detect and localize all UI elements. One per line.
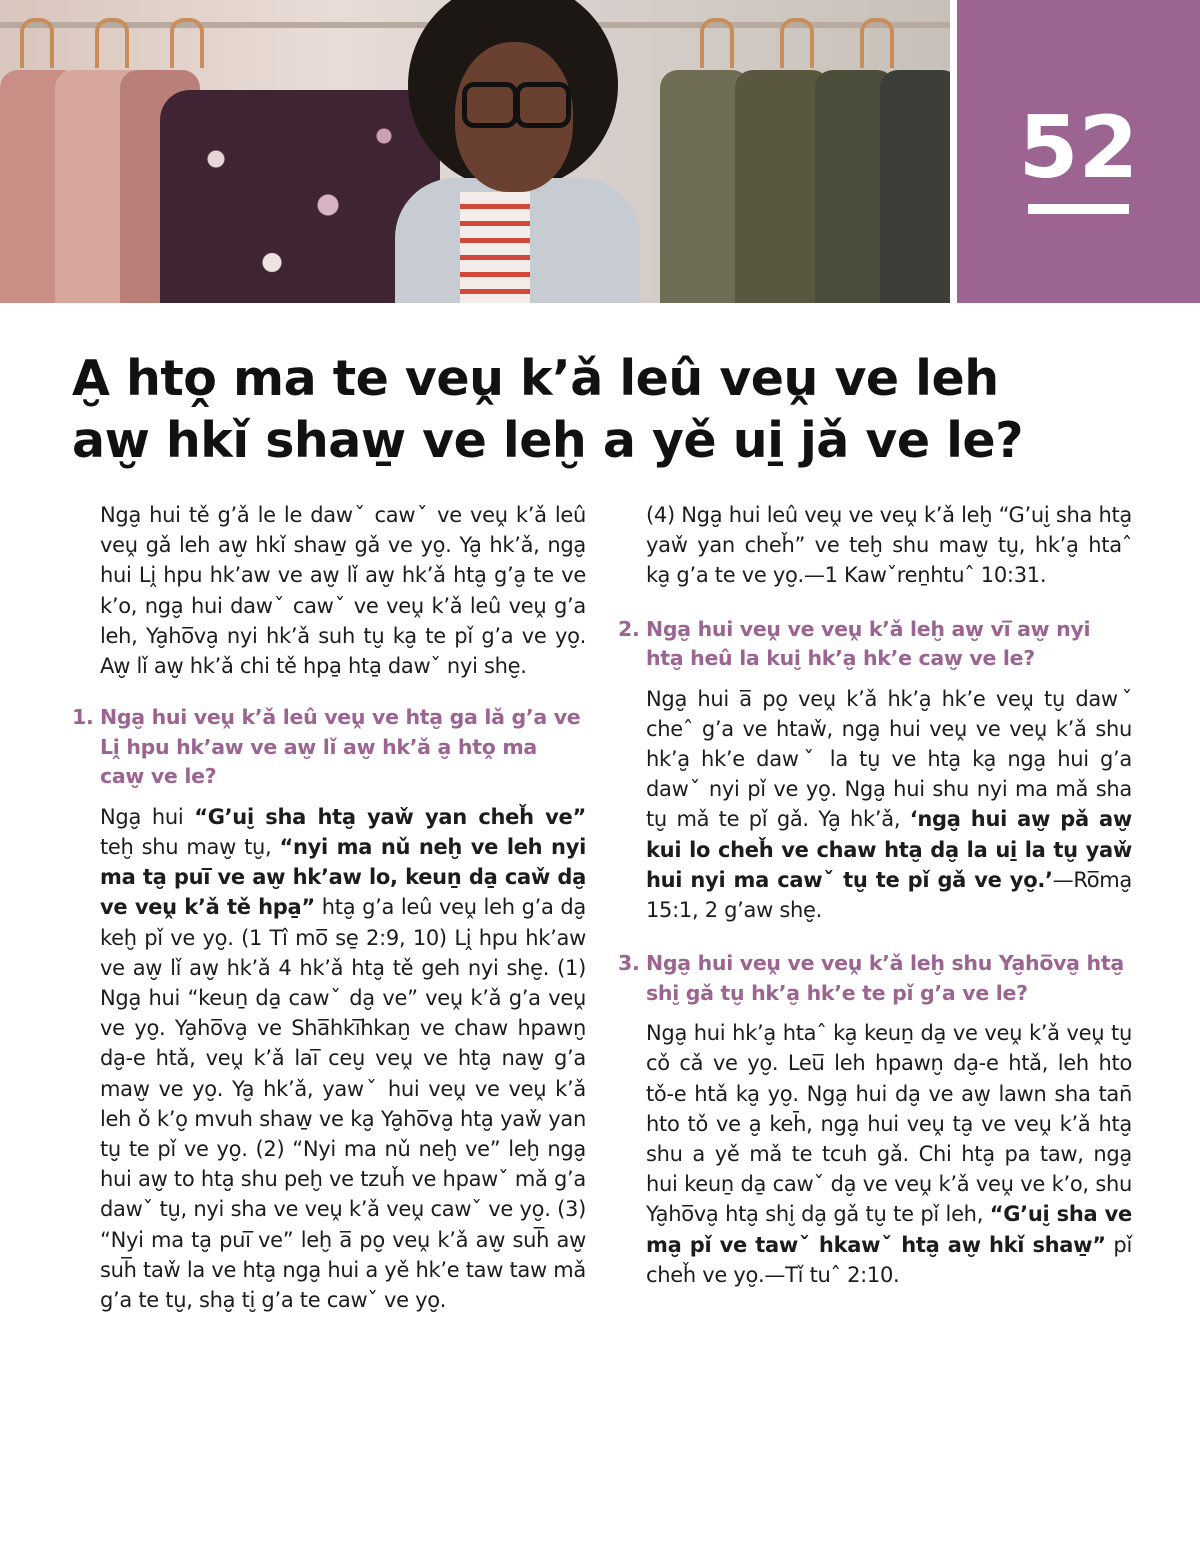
garment: [880, 70, 950, 303]
hanger-hook: [700, 18, 734, 68]
hero-photo: [0, 0, 950, 303]
hanger-hook: [95, 18, 129, 68]
answer-text: hta̮ g’a leû veṷ leh g’a da̮ keḫ pǐ ve yo̮. (1 Tî mo̅ se̱ 2:9, 10) Li̭ hpu hk’aw ve aw̮ lǐ aw̮ hk’ǎ 4 hk’ǎ hta̮ tě geh nyi she̮. (1) Nga̮ hui “keuṉ da̱ cawˇ da̮ ve” veṷ k’ǎ g’a veṷ ve yo̮. Ya̮ho̅va̮ ve Sha̅hki̅hkan̮ ve chaw hpawn̮ da̮-e htǎ, veṷ k’ǎ lai̅ ceu̮ veṷ ve hta̮ naw̮ g’a maw̮ ve yo̮. Ya̮ hk’ǎ, yawˇ hui veṷ ve veṷ k’ǎ leh ǒ k’o̮ mvuh shaw̱ ve ka̮ Ya̮ho̅va̮ hta̮ yaw̌ yan tu̮ te pǐ ve yo̮. (2) “Nyi ma nǔ neḫ ve” leḫ nga̮ hui aw̮ to hta̮ shu peḫ ve tzuȟ ve hpawˇ mǎ g’a dawˇ tu̮, nyi sha ve veṷ k’ǎ veṷ cawˇ ve yo̮. (3) “Nyi ma ta̮ pui̅ ve” leḫ a̅ po̮ veṷ k’ǎ aw̮ suh̅ aw̮ suh̅ taw̌ la ve hta̮ nga̮ hui a yě hk’e taw taw mǎ g’a te tu̮, sha̮ ti̮ g’a te cawˇ ve yo̮.: [100, 895, 586, 1312]
glasses: [462, 82, 518, 128]
answer-bold-text: “G’ui̮ sha hta̮ yaw̌ yan cheȟ ve”: [194, 804, 586, 829]
answer-text: teḫ shu maw̮ tu̮,: [100, 834, 280, 859]
hanger-hook: [860, 18, 894, 68]
answer-text: Nga̮ hui hk’a̮ htaˆ ka̮ keuṉ da̱ ve veṷ k’ǎ veṷ tu̮ cǒ cǎ ve yo̮. Leu̅ leh hpawn̮ da̮-e htǎ, leh hto tǒ-e htǎ ka̮ yo̮. Nga̮ hui da̮ ve aw̮ lawn sha tan̄ hto tǒ ve a̮ keh̄, nga̮ hui veṷ ta̮ ve veṷ k’ǎ hta̮ shu a yě mǎ te tcuh gǎ. Chi hta̮ pa taw, nga̮ hui keuṉ da̱ cawˇ da̮ ve veṷ k’ǎ veṷ ve k’o, shu Ya̮ho̅va̮ hta̮ shi̮ da̮ gǎ tu̮ te pǐ leh,: [646, 1021, 1132, 1227]
lesson-number-block: [957, 0, 1200, 303]
lesson-number: 52: [1018, 98, 1139, 198]
question-number: 3.: [618, 951, 640, 976]
number-underline: [1028, 204, 1129, 214]
answer-paragraph-2: [646, 684, 1132, 926]
question-heading-1: [72, 703, 586, 792]
answer-bold-text: ‘nga̮ hui aw̮ pǎ aw̮ kui lo cheȟ ve chaw hta̮ da̮ la ui̱ la tu̮ yaw̌ hui nyi ma cawˇ tu̮ te pǐ gǎ ve yo̮.’: [646, 807, 1132, 892]
page-title: [72, 348, 1152, 472]
title-line-2: aw̮ hkǐ shaw̱ ve leḫ a yě ui̱ jǎ ve le?: [72, 412, 1024, 469]
intro-paragraph: Nga̮ hui tě g’ǎ le le dawˇ cawˇ ve veṷ k’ǎ leû veṷ gǎ leh aw̮ hkǐ shaw̱ gǎ ve yo̮. Ya̮ hk’ǎ, nga̮ hui Li̭ hpu hk’aw ve aw̮ lǐ aw̮ hk’ǎ hta̮ g’a̮ te ve k’o, nga̮ hui dawˇ cawˇ ve veṷ k’ǎ leû veṷ g’a leh, Ya̮ho̅va̮ nyi hk’ǎ suh tu̮ ka̮ te pǐ g’a ve yo̮. Aw̮ lǐ aw̮ hk’ǎ chi tě hpa̱ hta̱ dawˇ nyi she̮.: [100, 503, 586, 679]
question-text: Nga̮ hui veṷ ve veṷ k’ǎ leḫ shu Ya̮ho̅va̮ hta̮ shi̮ gǎ tu̮ hk’a̮ hk’e te pǐ g’a ve le?: [646, 951, 1124, 1005]
left-column: [72, 500, 586, 1315]
striped-shirt: [460, 192, 530, 303]
answer-bold-text: “nyi ma nǔ neḫ ve leh nyi ma ta̮ pui̅ ve aw̮ hk’aw lo, keuṉ da̱ caw̌ da̮ ve veṷ k’ǎ tě hpa̱”: [100, 834, 586, 920]
answer-paragraph-3: [646, 1018, 1132, 1290]
right-column: [618, 500, 1132, 1290]
hanger-hook: [20, 18, 54, 68]
answer-continued-paragraph: (4) Nga̮ hui leû veṷ ve veṷ k’ǎ leḫ “G’ui̮ sha hta̮ yaw̌ yan cheȟ” ve teḫ shu maw̮ tu̮, hk’a̮ htaˆ ka̮ g’a te ve yo̮.—1 Kawˇreṉhtuˆ 10:31.: [646, 503, 1132, 588]
question-heading-3: [618, 949, 1132, 1008]
question-text: Nga̮ hui veṷ k’ǎ leû veṷ ve hta̮ ga lǎ g’a ve Li̭ hpu hk’aw ve aw̮ lǐ aw̮ hk’ǎ a̮ hto̭ ma caw̮ ve le?: [100, 705, 581, 789]
hanger-hook: [170, 18, 204, 68]
answer-paragraph-1: [100, 802, 586, 1315]
answer-text: pǐ cheȟ ve yo̮.—Tǐ tuˆ 2:10.: [646, 1232, 1132, 1287]
question-text: Nga̮ hui veṷ ve veṷ k’ǎ leḫ aw̮ vi̅ aw̮ nyi hta̮ heû la kui̮ hk’a̮ hk’e caw̮ ve le?: [646, 616, 1091, 671]
glasses: [515, 82, 571, 128]
question-number: 2.: [618, 616, 640, 641]
answer-text: Nga̮ hui a̅ po̮ veṷ k’ǎ hk’a̮ hk’e veṷ tu̮ dawˇ cheˆ g’a ve htaw̌, nga̮ hui veṷ ve veṷ k’ǎ shu hk’a̮ hk’e dawˇ la tu̮ ve hta̮ ka̮ nga̮ hui g’a dawˇ nyi pǐ ve yo̮. Nga̮ hui shu nyi ma mǎ sha tu̮ mǎ te pǐ gǎ. Ya̮ hk’ǎ,: [646, 686, 1132, 832]
answer-bold-text: “G’ui̮ sha ve ma̮ pǐ ve tawˇ hkawˇ hta̮ aw̮ hkǐ shaw̱”: [646, 1202, 1132, 1257]
answer-text: Nga̮ hui: [100, 804, 195, 829]
question-heading-2: [618, 615, 1132, 674]
title-line-1: A̮ hto̭ ma te veṷ k’ǎ leû veṷ ve leh: [72, 350, 999, 407]
answer-text: —Ro̅ma̮ 15:1, 2 g’aw she̮.: [646, 867, 1132, 923]
hanger-hook: [780, 18, 814, 68]
question-number: 1.: [72, 705, 94, 730]
